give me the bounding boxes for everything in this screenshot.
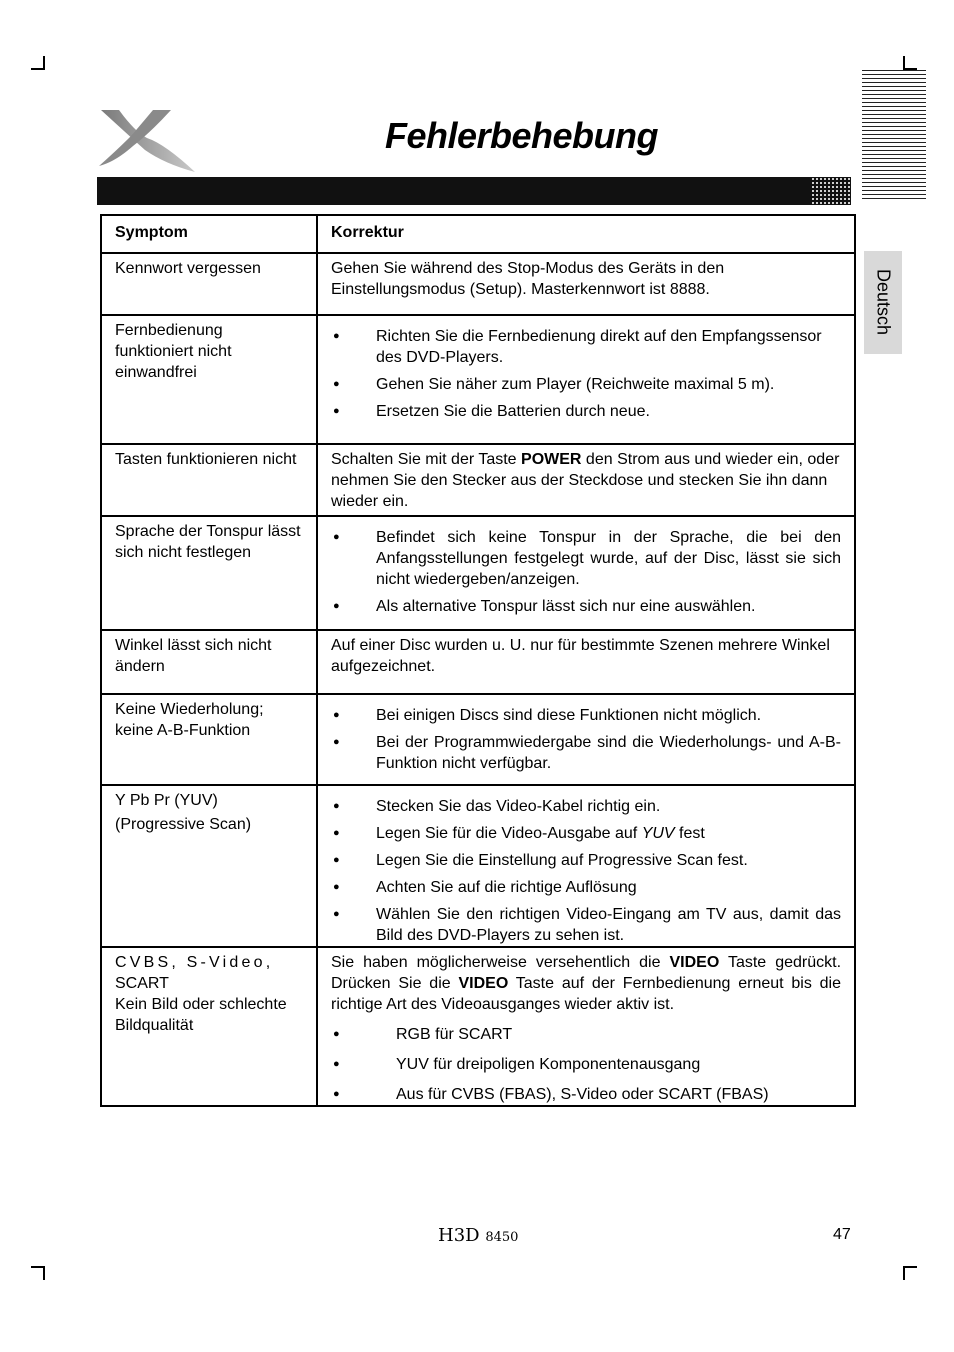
- list-item: ● Aus für CVBS (FBAS), S-Video oder SCART (FBAS): [331, 1084, 841, 1105]
- symptom-cell: Keine Wiederholung; keine A-B-Funktion: [101, 694, 317, 785]
- model-name: H3D 8450: [438, 1225, 519, 1246]
- fix-cell: Sie haben möglicherweise versehentlich die VIDEO Taste gedrückt. Drücken Sie die VIDEO Taste auf der Fernbedienung erneut bis die richtige Art des Videoausganges wieder aktiv ist. ● RGB für SCART ● YUV für dreipoligen Komponentenausgang ● Aus für CVBS (FBAS), S-Video oder SCART (FBAS): [317, 947, 855, 1106]
- list-item: ● Als alternative Tonspur lässt sich nur eine auswählen.: [331, 596, 841, 617]
- table-row: [101, 785, 855, 947]
- list-item: ● YUV für dreipoligen Komponentenausgang: [331, 1054, 841, 1075]
- language-tab-label: Deutsch: [873, 268, 894, 336]
- list-item: ● Bei einigen Discs sind diese Funktionen nicht möglich.: [331, 705, 841, 726]
- header-bar-dot-pattern: [811, 177, 851, 205]
- list-item: ● Legen Sie für die Video-Ausgabe auf YUV fest: [331, 823, 841, 844]
- table-row: [101, 444, 855, 516]
- table-row: [101, 516, 855, 630]
- list-item: ● Ersetzen Sie die Batterien durch neue.: [331, 401, 841, 422]
- symptom-cell: Winkel lässt sich nicht ändern: [101, 630, 317, 694]
- crop-mark-bottom-right: [903, 1266, 917, 1280]
- video-key-label: VIDEO: [458, 975, 509, 992]
- table-row: [101, 694, 855, 785]
- list-item: ● Bei der Programmwiedergabe sind die Wiederholungs- und A-B-Funktion nicht verfügbar.: [331, 732, 841, 774]
- brand-logo-x-icon: [95, 110, 195, 176]
- symptom-cell: Kennwort vergessen: [101, 253, 317, 315]
- page-number: 47: [833, 1226, 851, 1243]
- crop-mark-bottom-left: [31, 1266, 45, 1280]
- fix-cell: [317, 315, 855, 444]
- symptom-cell: Fernbedienung funktioniert nicht einwandfrei: [101, 315, 317, 444]
- column-header-fix: Korrektur: [317, 215, 855, 253]
- fix-cell: Schalten Sie mit der Taste POWER den Strom aus und wieder ein, oder nehmen Sie den Stecker aus der Steckdose und stecken Sie ihn dann wieder ein.: [317, 444, 855, 516]
- table-header-row: [101, 215, 855, 253]
- list-item: ● Gehen Sie näher zum Player (Reichweite maximal 5 m).: [331, 374, 841, 395]
- symptom-cell: Tasten funktionieren nicht: [101, 444, 317, 516]
- crop-mark-top-right: [903, 56, 917, 70]
- crop-mark-top-left: [31, 56, 45, 70]
- list-item: ● Wählen Sie den richtigen Video-Eingang am TV aus, damit das Bild des DVD-Players zu sehen ist.: [331, 904, 841, 946]
- list-item: ● Stecken Sie das Video-Kabel richtig ein.: [331, 796, 841, 817]
- column-header-symptom: Symptom: [101, 215, 317, 253]
- fix-cell: Auf einer Disc wurden u. U. nur für bestimmte Szenen mehrere Winkel aufgezeichnet.: [317, 630, 855, 694]
- table-row: [101, 315, 855, 444]
- header-bar: [97, 177, 851, 205]
- page-title: Fehlerbehebung: [385, 115, 659, 156]
- list-item: ● Befindet sich keine Tonspur in der Sprache, die bei den Anfangsstellungen festgelegt wurde, auf der Disc, lässt sie sich nicht wiedergeben/anzeigen.: [331, 527, 841, 590]
- fix-cell: [317, 694, 855, 785]
- table-row: [101, 947, 855, 1106]
- list-item: ● RGB für SCART: [331, 1024, 841, 1045]
- symptom-cell: Y Pb Pr (YUV) (Progressive Scan): [101, 785, 317, 947]
- fix-cell: Gehen Sie während des Stop-Modus des Geräts in den Einstellungsmodus (Setup). Masterkennwort ist 8888.: [317, 253, 855, 315]
- decorative-stripes: [862, 70, 926, 200]
- symptom-cell: CVBS, S-Video, SCART Kein Bild oder schlechte Bildqualität: [101, 947, 317, 1106]
- power-key-label: POWER: [521, 451, 582, 468]
- table-row: [101, 253, 855, 315]
- list-item: ● Richten Sie die Fernbedienung direkt auf den Empfangssensor des DVD-Players.: [331, 326, 841, 368]
- fix-cell: [317, 785, 855, 947]
- list-item: ● Achten Sie auf die richtige Auflösung: [331, 877, 841, 898]
- troubleshooting-table: [100, 214, 856, 1107]
- table-row: [101, 630, 855, 694]
- symptom-cell: Sprache der Tonspur lässt sich nicht festlegen: [101, 516, 317, 630]
- video-key-label: VIDEO: [669, 954, 720, 971]
- fix-cell: [317, 516, 855, 630]
- list-item: ● Legen Sie die Einstellung auf Progressive Scan fest.: [331, 850, 841, 871]
